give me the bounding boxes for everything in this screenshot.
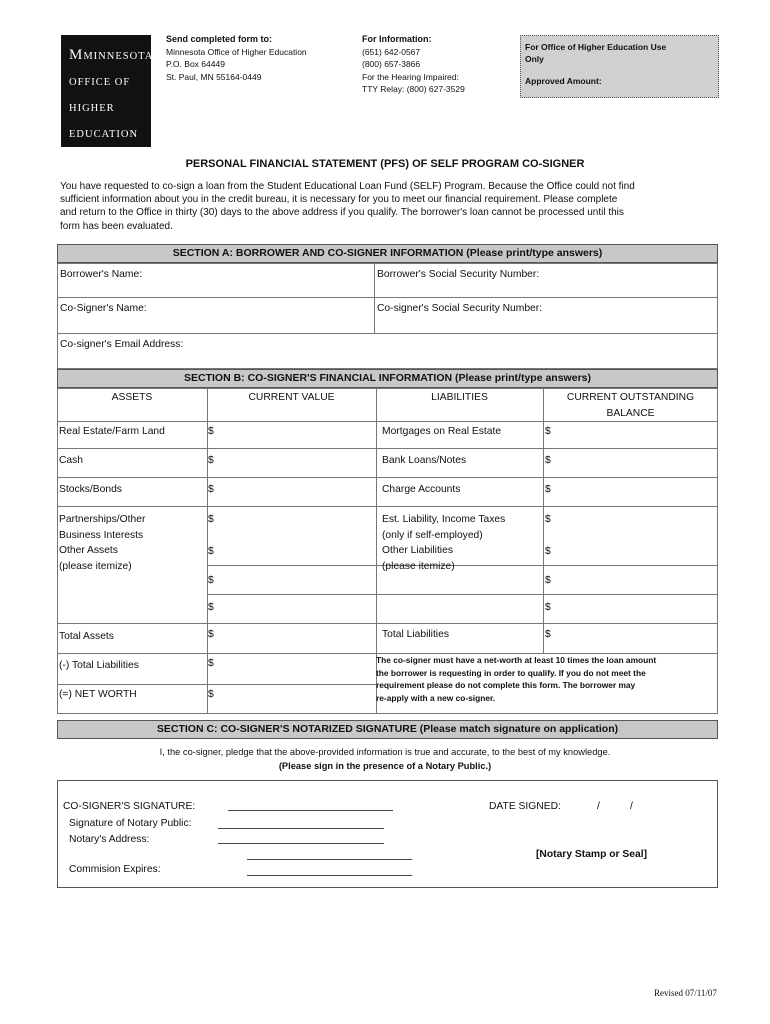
send-to-heading: Send completed form to:: [166, 34, 273, 44]
intro-paragraph: [60, 180, 700, 233]
notary-signature-line[interactable]: [218, 828, 384, 829]
intro-line: You have requested to co-sign a loan from the Student Educational Loan Fund (SELF) Program. Because the Office could not find: [60, 181, 635, 192]
cosigner-signature-line[interactable]: [228, 810, 393, 811]
logo-line1: MINNESOTA: [83, 51, 154, 62]
balance-field[interactable]: $: [545, 426, 551, 437]
balance-field[interactable]: $: [545, 455, 551, 466]
col-header-balance: CURRENT OUTSTANDING BALANCE: [566, 392, 695, 419]
info-line: (651) 642-0567: [362, 46, 421, 57]
borrower-name-label: Borrower's Name:: [60, 269, 143, 280]
date-separator: /: [630, 801, 633, 812]
logo-line3: HIGHER: [69, 103, 115, 114]
current-value-field[interactable]: $: [208, 546, 214, 557]
current-value-field[interactable]: $: [208, 602, 214, 613]
current-value-field[interactable]: $: [208, 426, 214, 437]
info-line: (800) 657-3866: [362, 59, 421, 70]
net-worth-field[interactable]: $: [208, 689, 214, 700]
liability-label: Mortgages on Real Estate: [382, 426, 502, 437]
total-liabilities-deduct-field[interactable]: $: [208, 658, 214, 669]
send-to-line: Minnesota Office of Higher Education: [166, 46, 307, 57]
balance-field[interactable]: $: [545, 514, 551, 525]
cosigner-name-field[interactable]: [57, 297, 375, 334]
total-assets-label: Total Assets: [59, 631, 114, 642]
date-separator: /: [597, 801, 600, 812]
commission-expires-label: Commision Expires:: [69, 864, 161, 875]
intro-line: sufficient information about you in the credit bureau, it is necessary for you to meet our financial requirement. Please complete: [60, 194, 618, 206]
balance-field[interactable]: $: [545, 546, 551, 557]
liability-label: Est. Liability, Income Taxes (only if self-employed) Other Liabilities (please itemize): [382, 514, 506, 572]
form-title: PERSONAL FINANCIAL STATEMENT (PFS) OF SELF PROGRAM CO-SIGNER: [185, 158, 585, 170]
info-line: For the Hearing Impaired:: [362, 71, 459, 82]
notary-address-line-2[interactable]: [247, 859, 412, 860]
balance-field[interactable]: $: [545, 575, 551, 586]
borrower-ssn-field[interactable]: [374, 263, 718, 298]
section-a-header: SECTION A: BORROWER AND CO-SIGNER INFORMATION (Please print/type answers): [57, 244, 718, 263]
col-header-current-value: CURRENT VALUE: [248, 392, 335, 403]
mohe-logo: MMINNESOTA OFFICE OF HIGHER EDUCATION: [61, 35, 151, 147]
pledge-statement: I, the co-signer, pledge that the above-provided information is true and accurate, to the best of my knowledge. (Please sign in the presence of a Notary Public.): [159, 747, 611, 771]
current-value-field[interactable]: $: [208, 514, 214, 525]
intro-line: form has been evaluated.: [60, 220, 173, 232]
section-b-header: SECTION B: CO-SIGNER'S FINANCIAL INFORMATION (Please print/type answers): [57, 369, 718, 388]
borrower-name-field[interactable]: [57, 263, 375, 298]
section-c-header: SECTION C: CO-SIGNER'S NOTARIZED SIGNATURE (Please match signature on application): [57, 720, 718, 739]
total-assets-field[interactable]: $: [208, 629, 214, 640]
total-liabilities-deduct-label: (-) Total Liabilities: [59, 660, 139, 671]
notary-stamp-label: [Notary Stamp or Seal]: [536, 849, 648, 860]
approved-amount-label: Approved Amount:: [525, 76, 602, 86]
net-worth-label: (=) NET WORTH: [59, 689, 137, 700]
send-to-block: [166, 33, 307, 83]
commission-expires-line[interactable]: [247, 875, 412, 876]
logo-line2: OFFICE OF: [69, 77, 131, 88]
info-heading: For Information:: [362, 34, 432, 44]
revision-date: Revised 07/11/07: [654, 988, 717, 998]
cosigner-name-label: Co-Signer's Name:: [60, 303, 147, 314]
info-block: [362, 33, 465, 96]
cosigner-ssn-field[interactable]: [374, 297, 718, 334]
total-liabilities-label: Total Liabilities: [382, 629, 449, 640]
current-value-field[interactable]: $: [208, 575, 214, 586]
cosigner-ssn-label: Co-signer's Social Security Number:: [377, 303, 543, 314]
cosigner-email-label: Co-signer's Email Address:: [60, 339, 184, 350]
current-value-field[interactable]: $: [208, 484, 214, 495]
balance-field[interactable]: $: [545, 484, 551, 495]
asset-label: Real Estate/Farm Land: [59, 426, 165, 437]
date-signed-label: DATE SIGNED:: [489, 801, 561, 812]
info-line: TTY Relay: (800) 627-3529: [362, 84, 465, 95]
col-header-assets: ASSETS: [111, 392, 153, 403]
send-to-line: P.O. Box 64449: [166, 59, 225, 70]
notary-signature-label: Signature of Notary Public:: [69, 818, 192, 829]
current-value-field[interactable]: $: [208, 455, 214, 466]
balance-field[interactable]: $: [545, 602, 551, 613]
logo-line4: EDUCATION: [69, 129, 139, 140]
notary-address-line[interactable]: [218, 843, 384, 844]
borrower-ssn-label: Borrower's Social Security Number:: [377, 269, 540, 280]
total-liabilities-field[interactable]: $: [545, 629, 551, 640]
cosigner-email-field[interactable]: [57, 333, 718, 369]
asset-label: Partnerships/Other Business Interests Other Assets (please itemize): [59, 514, 146, 572]
asset-label: Cash: [59, 455, 84, 466]
networth-requirement-note: The co-signer must have a net-worth at least 10 times the loan amount the borrower is requesting in order to qualify. If you do not meet the requirement please do not complete this form. The borrower may re-apply with a new co-signer.: [376, 655, 657, 703]
send-to-line: St. Paul, MN 55164-0449: [166, 71, 262, 82]
office-use-label: For Office of Higher Education Use: [525, 42, 667, 52]
liability-label: Charge Accounts: [382, 484, 461, 495]
liability-label: Bank Loans/Notes: [382, 455, 467, 466]
cosigner-signature-label: CO-SIGNER'S SIGNATURE:: [63, 801, 196, 812]
asset-label: Stocks/Bonds: [59, 484, 122, 495]
col-header-liabilities: LIABILITIES: [431, 392, 488, 403]
intro-line: and return to the Office in thirty (30) days to the above address if you qualify. The borrower's loan cannot be processed until this: [60, 207, 624, 219]
notary-address-label: Notary's Address:: [69, 834, 150, 845]
office-use-box: [520, 35, 719, 98]
office-use-label: Only: [525, 54, 544, 64]
